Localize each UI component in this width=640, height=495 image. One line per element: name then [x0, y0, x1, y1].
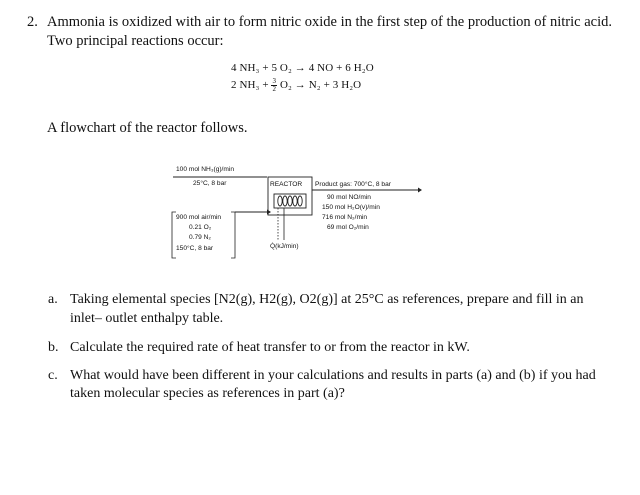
- reaction-1-products: 4 NO + 6 H₂O: [308, 62, 374, 74]
- problem-intro-line2: Two principal reactions occur:: [47, 33, 224, 49]
- reaction-2-products: N₂ + 3 H₂O: [308, 79, 362, 91]
- reaction-arrow-icon: →: [294, 79, 306, 91]
- question-a-line2: inlet– outlet enthalpy table.: [70, 311, 224, 326]
- product-h2o-flow: 150 mol H₂O(v)/min: [322, 204, 380, 211]
- nh3-feed-label: 100 mol NH₃(g)/min: [176, 166, 235, 173]
- reactor-label: REACTOR: [270, 181, 303, 188]
- air-n2-fraction: 0.79 N₂: [189, 234, 211, 241]
- reaction-arrow-icon: →: [294, 62, 306, 74]
- question-c-letter: c.: [48, 368, 58, 383]
- product-gas-label: Product gas: 700°C, 8 bar: [315, 181, 391, 188]
- product-n2-flow: 716 mol N₂/min: [322, 214, 368, 221]
- air-o2-fraction: 0.21 O₂: [189, 224, 212, 231]
- product-no-flow: 90 mol NO/min: [327, 194, 371, 201]
- fraction-denominator: 2: [272, 85, 277, 93]
- problem-number: 2.: [27, 14, 38, 30]
- question-b-letter: b.: [48, 340, 59, 355]
- reaction-2-reactants-b: O₂: [277, 79, 292, 91]
- product-arrowhead: [418, 188, 422, 193]
- air-feed-rate: 900 mol air/min: [176, 214, 222, 221]
- problem-intro-line1: Ammonia is oxidized with air to form nitric oxide in the first step of the production of nitric acid.: [47, 14, 612, 30]
- question-b-line1: Calculate the required rate of heat transfer to or from the reactor in kW.: [70, 340, 470, 355]
- question-c-line1: What would have been different in your calculations and results in parts (a) and (b) if you had: [70, 368, 596, 383]
- air-stream-bracket-right: [231, 212, 235, 258]
- product-o2-flow: 69 mol O₂/min: [327, 224, 369, 231]
- heat-coil-icon: [278, 196, 302, 206]
- reaction-2-reactants-a: 2 NH₃ +: [231, 79, 272, 91]
- question-c-line2: taken molecular species as references in part (a)?: [70, 386, 345, 401]
- question-a-letter: a.: [48, 292, 58, 307]
- fraction-numerator: 3: [272, 77, 277, 85]
- heat-rate-label: Q̇(kJ/min): [270, 243, 299, 250]
- reaction-1-reactants: 4 NH₃ + 5 O₂: [231, 62, 292, 74]
- air-conditions: 150°C, 8 bar: [176, 245, 214, 252]
- nh3-feed-conditions: 25°C, 8 bar: [193, 180, 227, 187]
- flowchart-caption: A flowchart of the reactor follows.: [47, 120, 248, 136]
- question-a-line1: Taking elemental species [N2(g), H2(g), O2(g)] at 25°C as references, prepare and fill in an: [70, 292, 584, 307]
